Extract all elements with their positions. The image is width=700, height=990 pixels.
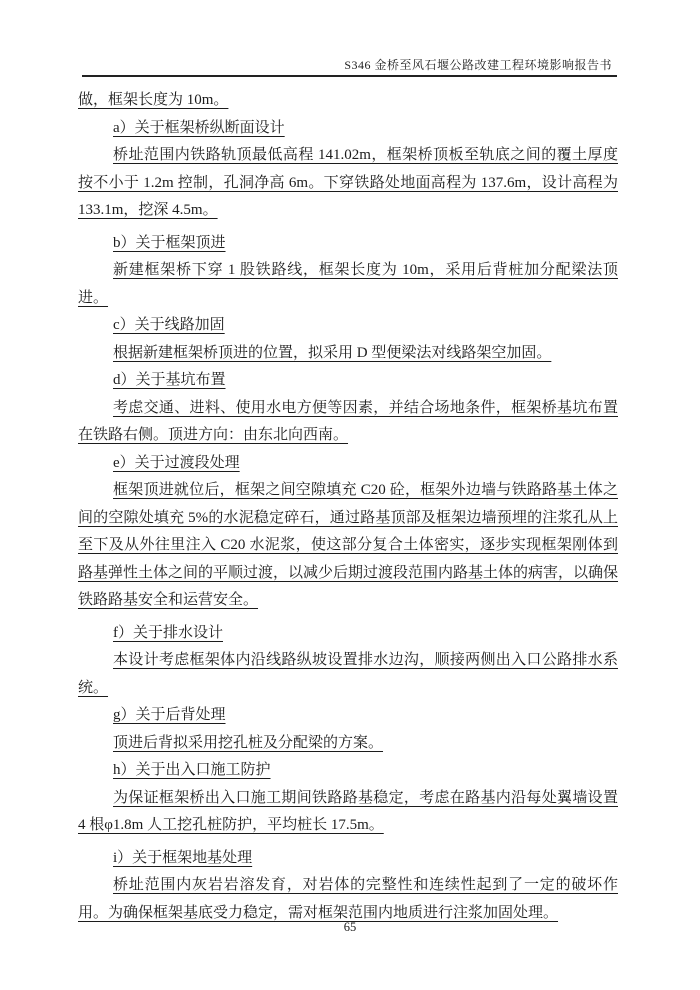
section-paragraph-i: 桥址范围内灰岩岩溶发育，对岩体的完整性和连续性起到了一定的破坏作用。为确保框架基底受力稳定，需对框架范围内地质进行注浆加固处理。 [78,877,618,921]
section-paragraph-f: 本设计考虑框架体内沿线路纵坡设置排水边沟，顺接两侧出入口公路排水系统。 [78,652,618,696]
header-rule [82,75,617,77]
section-heading-i: i）关于框架地基处理 [113,849,253,866]
section-heading-g: g）关于后背处理 [113,707,226,723]
section-paragraph-e: 框架顶进就位后，框架之间空隙填充 C20 砼，框架外边墙与铁路路基土体之间的空隙处填充 5%的水泥稳定碎石，通过路基顶部及框架边墙预埋的注浆孔从上至下及从外往里注入 C20 水泥浆，使这部分复合土体密实，逐步实现框架刚体到路基弹性土体之间的平顺过渡，以减少后期过渡段范围内路基土体的病害，以确保铁路路基安全和运营安全。 [78,482,619,608]
section-heading-e: e）关于过渡段处理 [113,454,240,471]
section-heading-h: h）关于出入口施工防护 [113,762,271,778]
section-paragraph-h: 为保证框架桥出入口施工期间铁路路基稳定，考虑在路基内沿每处翼墙设置 4 根φ1.8m 人工挖孔桩防护，平均桩长 17.5m。 [78,789,618,833]
report-title: S346 金桥至风石堰公路改建工程环境影响报告书 [344,58,612,72]
section-heading-c: c）关于线路加固 [113,317,225,333]
section-heading-f: f）关于排水设计 [113,624,223,641]
page-header [0,0,700,80]
section-heading-b: b）关于框架顶进 [113,234,226,251]
section-paragraph-b: 新建框架桥下穿 1 股铁路线，框架长度为 10m，采用后背桩加分配梁法顶进。 [78,262,618,306]
body-continuation-line: 做，框架长度为 10m。 [78,92,229,108]
section-paragraph-g: 顶进后背拟采用挖孔桩及分配梁的方案。 [113,734,384,751]
section-paragraph-a: 桥址范围内铁路轨顶最低高程 141.02m，框架桥顶板至轨底之间的覆土厚度按不小于 1.2m 控制，孔洞净高 6m。下穿铁路处地面高程为 137.6m，设计高程为 133.1m，挖深 4.5m。 [78,147,618,218]
section-paragraph-c: 根据新建框架桥顶进的位置，拟采用 D 型便梁法对线路架空加固。 [113,344,552,361]
section-heading-a: a）关于框架桥纵断面设计 [113,119,285,136]
section-heading-d: d）关于基坑布置 [113,372,226,388]
page-number: 65 [343,920,357,934]
section-paragraph-d: 考虑交通、进料、使用水电方便等因素，并结合场地条件，框架桥基坑布置在铁路右侧。顶进方向：由东北向西南。 [78,399,618,443]
page-footer [0,920,700,935]
document-body [78,87,618,927]
